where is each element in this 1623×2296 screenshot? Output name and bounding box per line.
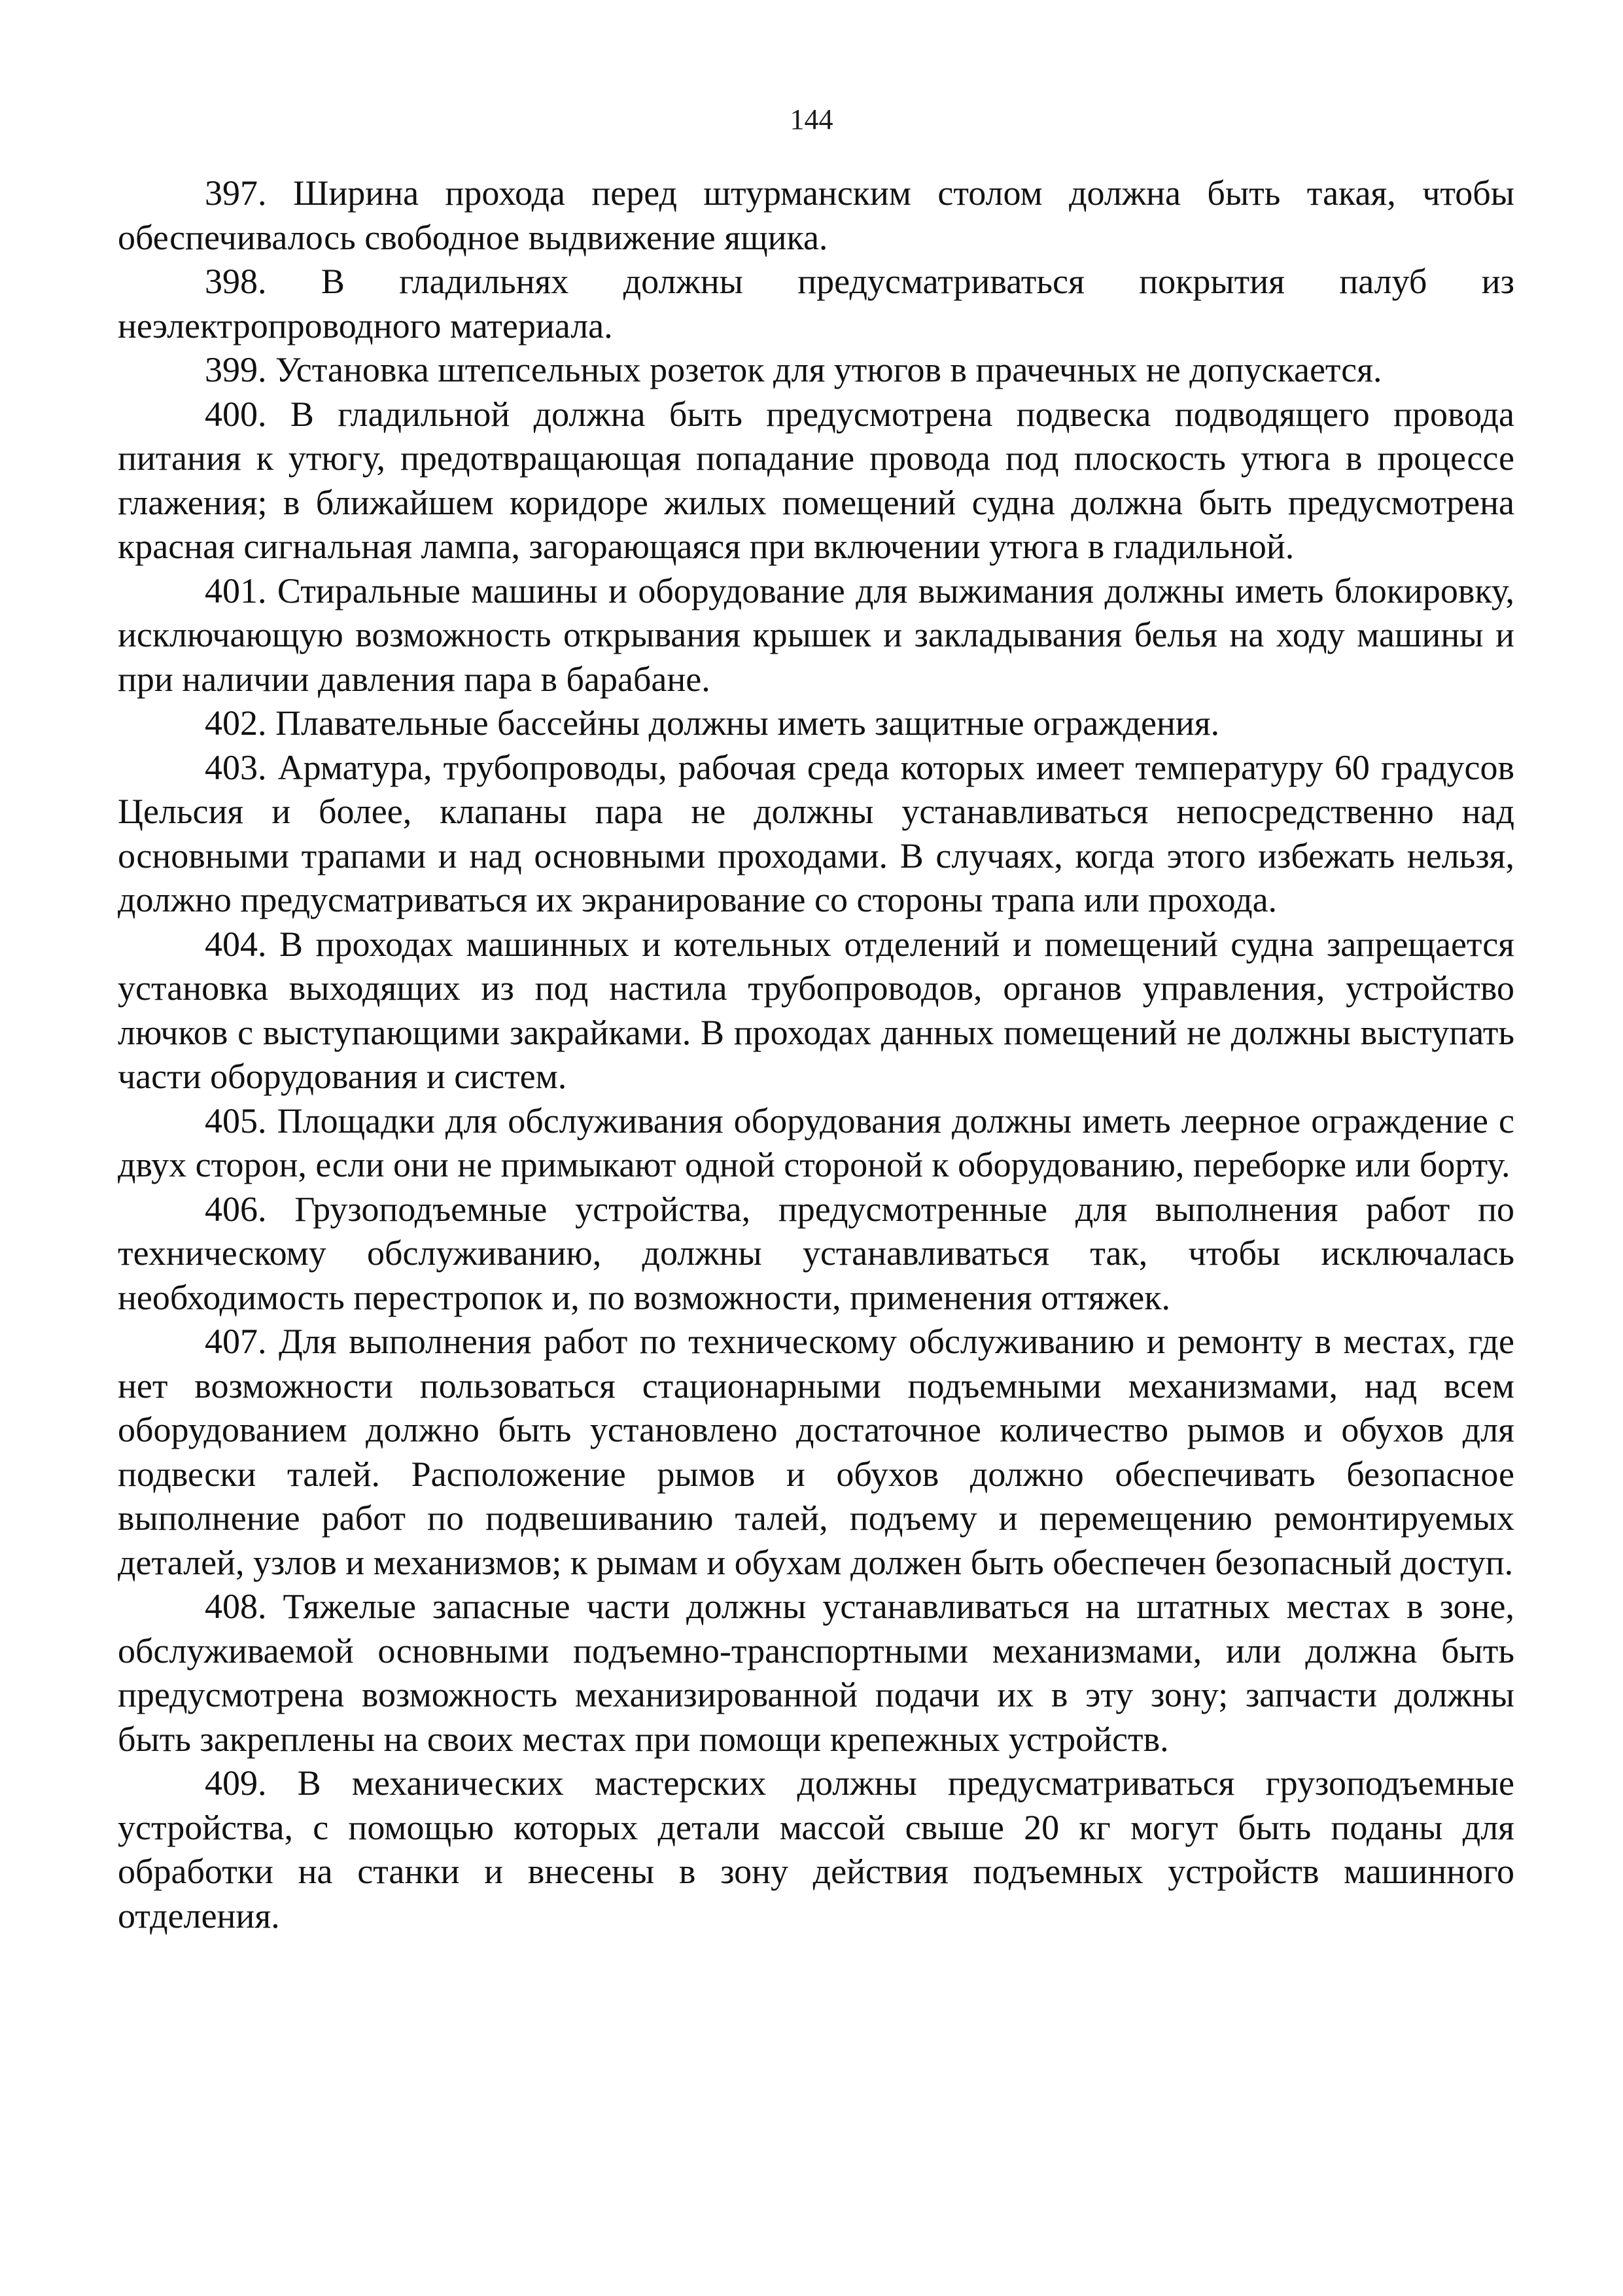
page-number: 144 xyxy=(790,103,833,135)
clause-number: 405. xyxy=(205,1101,267,1140)
clause-text: Для выполнения работ по техническому обслуживанию и ремонту в местах, где нет возможности пользоваться стационарными подъемными механизмами, над всем оборудованием должно быть установлено достаточное количество рымов и обухов для подвески талей. Расположение рымов и обухов должно обеспечивать безопасное выполнение работ по подвешиванию талей, подъему и перемещению ремонтируемых деталей, узлов и механизмов; к рымам и обухам должен быть обеспечен безопасный доступ. xyxy=(118,1322,1514,1582)
clause-397 xyxy=(118,171,1514,260)
clause-text: Тяжелые запасные части должны устанавливаться на штатных местах в зоне, обслуживаемой основными подъемно-транспортными механизмами, или должна быть предусмотрена возможность механизированной подачи их в эту зону; запчасти должны быть закреплены на своих местах при помощи крепежных устройств. xyxy=(118,1587,1515,1759)
clause-400 xyxy=(118,393,1514,569)
clause-407 xyxy=(118,1320,1514,1585)
clause-text: Грузоподъемные устройства, предусмотренные для выполнения работ по техническому обслуживанию, должны устанавливаться так, чтобы исключалась необходимость перестропок и, по возможности, применения оттяжек. xyxy=(118,1189,1515,1317)
clause-number: 399. xyxy=(205,350,267,389)
clause-text: Площадки для обслуживания оборудования должны иметь леерное ограждение с двух сторон, если они не примыкают одной стороной к оборудованию, переборке или борту. xyxy=(118,1101,1514,1184)
clause-number: 407. xyxy=(205,1322,267,1361)
clause-409 xyxy=(118,1761,1514,1938)
clause-number: 400. xyxy=(205,394,267,434)
document-body xyxy=(118,171,1514,1938)
clause-406 xyxy=(118,1188,1514,1320)
clause-text: Плавательные бассейны должны иметь защитные ограждения. xyxy=(275,703,1220,743)
clause-text: В гладильной должна быть предусмотрена подвеска подводящего провода питания к утюгу, предотвращающая попадание провода под плоскость утюга в процессе глажения; в ближайшем коридоре жилых помещений судна должна быть предусмотрена красная сигнальная лампа, загорающаяся при включении утюга в гладильной. xyxy=(118,394,1515,566)
clause-number: 408. xyxy=(205,1587,267,1626)
clause-number: 402. xyxy=(205,703,267,743)
clause-398 xyxy=(118,260,1514,348)
clause-text: Стиральные машины и оборудование для выжимания должны иметь блокировку, исключающую возможность открывания крышек и закладывания белья на ходу машины и при наличии давления пара в барабане. xyxy=(118,571,1514,699)
clause-text: Ширина прохода перед штурманским столом должна быть такая, чтобы обеспечивалось свободное выдвижение ящика. xyxy=(118,173,1514,257)
clause-text: Установка штепсельных розеток для утюгов в прачечных не допускается. xyxy=(275,350,1382,389)
clause-number: 409. xyxy=(205,1763,267,1803)
clause-401 xyxy=(118,569,1514,702)
clause-404 xyxy=(118,923,1514,1099)
clause-399 xyxy=(118,348,1514,393)
clause-403 xyxy=(118,746,1514,923)
clause-text: В механических мастерских должны предусматриваться грузоподъемные устройства, с помощью которых детали массой свыше 20 кг могут быть поданы для обработки на станки и внесены в зону действия подъемных устройств машинного отделения. xyxy=(118,1763,1514,1935)
clause-text: Арматура, трубопроводы, рабочая среда которых имеет температуру 60 градусов Цельсия и более, клапаны пара не должны устанавливаться непосредственно над основными трапами и над основными проходами. В случаях, когда этого избежать нельзя, должно предусматриваться их экранирование со стороны трапа или прохода. xyxy=(118,747,1515,919)
clause-408 xyxy=(118,1585,1514,1761)
clause-number: 397. xyxy=(205,173,267,213)
clause-402 xyxy=(118,701,1514,746)
clause-text: В проходах машинных и котельных отделений и помещений судна запрещается установка выходящих из под настила трубопроводов, органов управления, устройство лючков с выступающими закрайками. В проходах данных помещений не должны выступать части оборудования и систем. xyxy=(118,924,1514,1096)
clause-number: 398. xyxy=(205,262,267,301)
clause-number: 403. xyxy=(205,747,267,787)
clause-number: 406. xyxy=(205,1189,267,1229)
clause-text: В гладильнях должны предусматриваться покрытия палуб из неэлектропроводного материала. xyxy=(118,262,1514,345)
clause-number: 401. xyxy=(205,571,267,610)
clause-number: 404. xyxy=(205,924,267,964)
clause-405 xyxy=(118,1099,1514,1188)
